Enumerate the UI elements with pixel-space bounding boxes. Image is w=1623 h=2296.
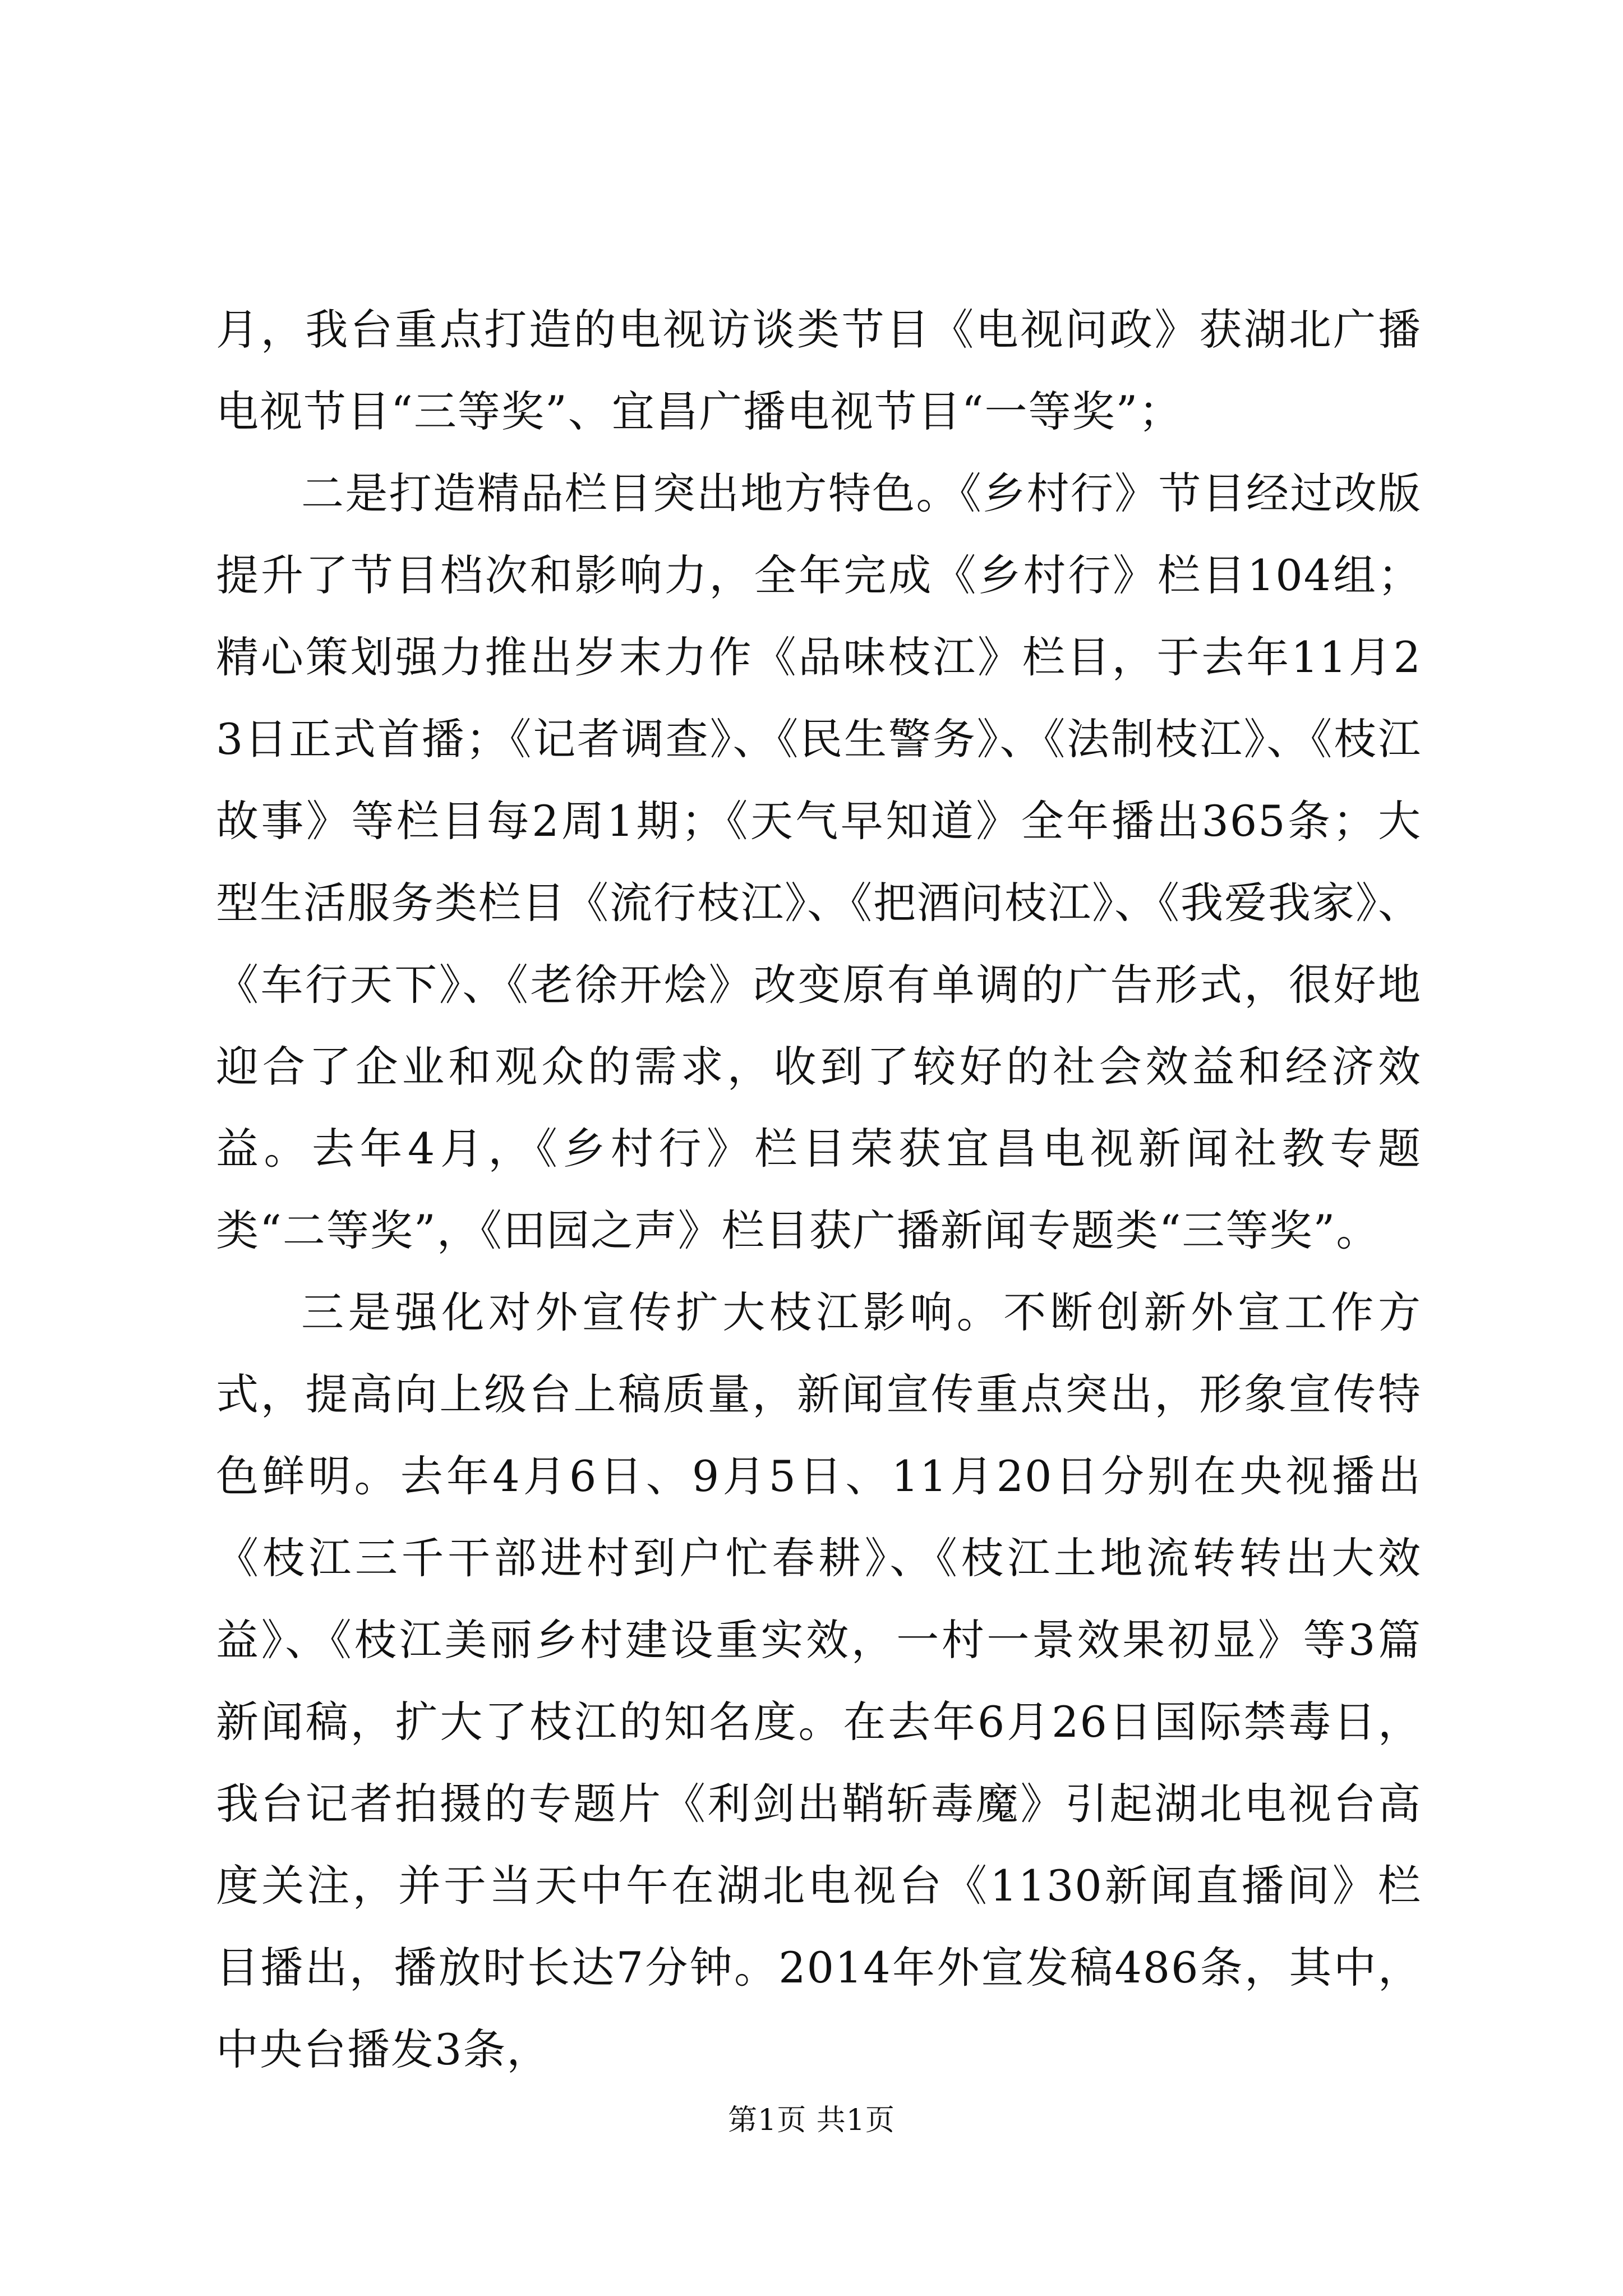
- page-footer: 第1页 共1页: [728, 2104, 895, 2137]
- paragraph-3: 三是强化对外宣传扩大枝江影响。不断创新外宣工作方式，提高向上级台上稿质量，新闻宣传重点突出，形象宣传特色鲜明。去年4月6日、9月5日、11月20日分别在央视播出《枝江三千干部进村到户忙春耕》、《枝江土地流转转出大效益》、《枝江美丽乡村建设重实效，一村一景效果初显》等3篇新闻稿，扩大了枝江的知名度。在去年6月26日国际禁毒日，我台记者拍摄的专题片《利剑出鞘斩毒魔》引起湖北电视台高度关注，并于当天中午在湖北电视台《1130新闻直播间》栏目播出，播放时长达7分钟。2014年外宣发稿486条，其中，中央台播发3条，: [216, 1287, 1422, 2074]
- document-body: [216, 289, 1422, 2091]
- paragraph-1: 月，我台重点打造的电视访谈类节目《电视问政》获湖北广播电视节目“三等奖”、宜昌广播电视节目“一等奖”；: [216, 305, 1422, 436]
- paragraph-2: 二是打造精品栏目突出地方特色。《乡村行》节目经过改版提升了节目档次和影响力，全年完成《乡村行》栏目104组；精心策划强力推出岁末力作《品味枝江》栏目，于去年11月23日正式首播；《记者调查》、《民生警务》、《法制枝江》、《枝江故事》等栏目每2周1期；《天气早知道》全年播出365条；大型生活服务类栏目《流行枝江》、《把酒问枝江》、《我爱我家》、《车行天下》、《老徐开烩》改变原有单调的广告形式，很好地迎合了企业和观众的需求，收到了较好的社会效益和经济效益。去年4月，《乡村行》栏目荣获宜昌电视新闻社教专题类“二等奖”，《田园之声》栏目获广播新闻专题类“三等奖”。: [216, 468, 1422, 1255]
